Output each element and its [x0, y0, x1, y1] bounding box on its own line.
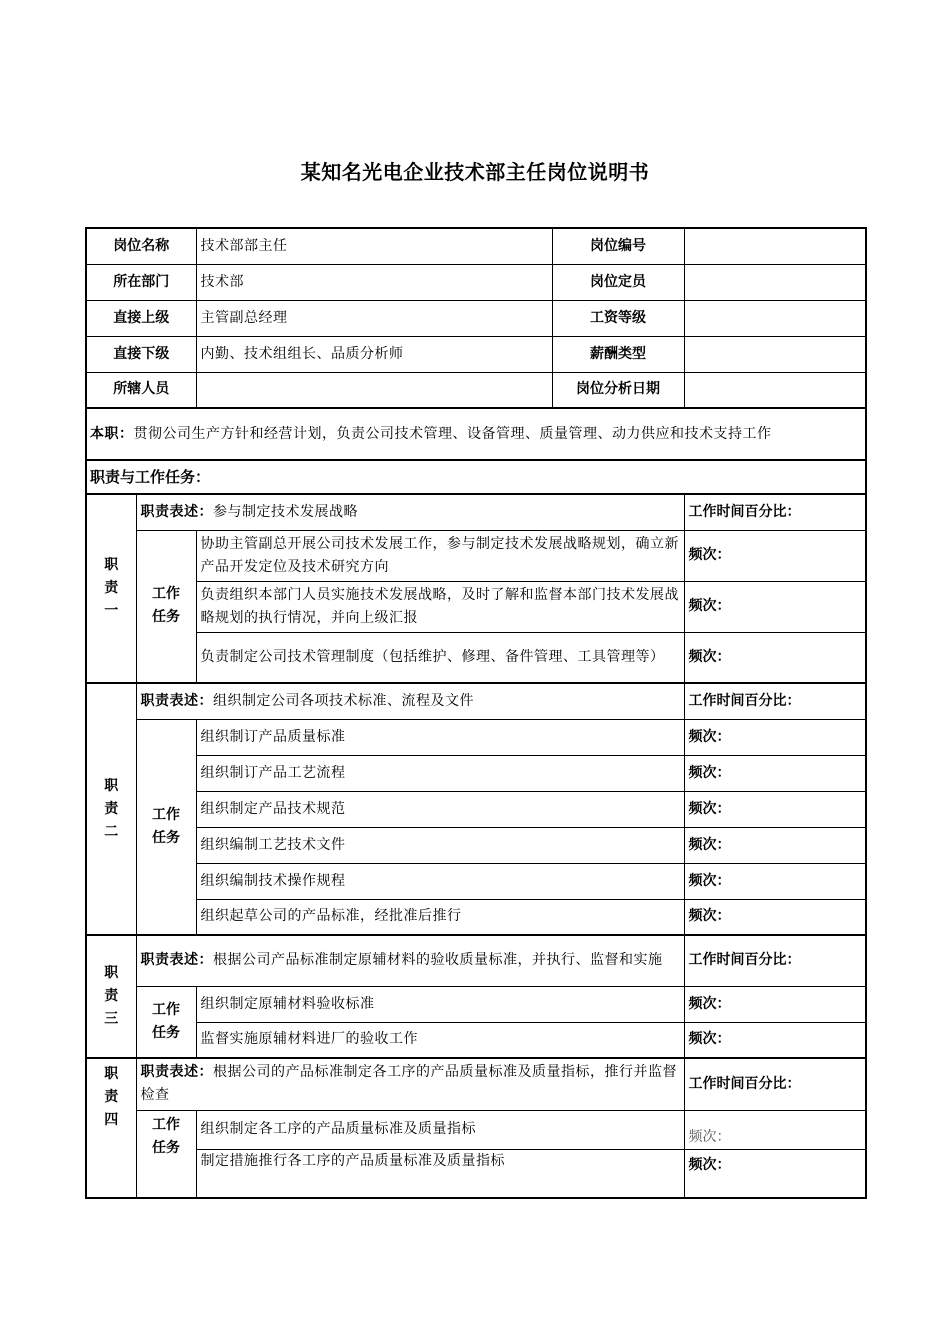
task-text: 制定措施推行各工序的产品质量标准及质量指标	[196, 1149, 684, 1198]
info-label: 直接下级	[86, 336, 196, 372]
info-value: 技术部部主任	[196, 228, 552, 264]
frequency-label: 频次：	[684, 863, 866, 899]
frequency-label: 频次：	[684, 1149, 866, 1198]
info-label: 岗位定员	[552, 264, 684, 300]
info-label: 岗位分析日期	[552, 372, 684, 408]
duty-desc: 职责表述：根据公司产品标准制定原辅材料的验收质量标准，并执行、监督和实施	[136, 935, 684, 986]
task-text: 组织编制工艺技术文件	[196, 827, 684, 863]
task-label: 工作 任务	[136, 719, 196, 935]
task-row	[86, 632, 866, 683]
frequency-label: 频次：	[684, 632, 866, 683]
task-text: 组织编制技术操作规程	[196, 863, 684, 899]
info-value	[684, 300, 866, 336]
info-label: 直接上级	[86, 300, 196, 336]
duty-name: 职 责 四	[86, 1058, 136, 1198]
task-text: 组织起草公司的产品标准，经批准后推行	[196, 899, 684, 935]
task-text: 组织制订产品质量标准	[196, 719, 684, 755]
duty-desc-row	[86, 935, 866, 986]
info-value: 内勤、技术组组长、品质分析师	[196, 336, 552, 372]
task-text: 组织制订产品工艺流程	[196, 755, 684, 791]
task-row	[86, 791, 866, 827]
frequency-label: 频次：	[684, 581, 866, 632]
duty-desc-row	[86, 1058, 866, 1110]
task-text: 负责制定公司技术管理制度（包括维护、修理、备件管理、工具管理等）	[196, 632, 684, 683]
task-row	[86, 863, 866, 899]
duty-desc: 职责表述：组织制定公司各项技术标准、流程及文件	[136, 683, 684, 719]
document-title: 某知名光电企业技术部主任岗位说明书	[300, 160, 650, 184]
frequency-label: 频次：	[684, 899, 866, 935]
info-value: 主管副总经理	[196, 300, 552, 336]
frequency-label: 频次：	[684, 986, 866, 1022]
info-label: 薪酬类型	[552, 336, 684, 372]
info-value	[684, 264, 866, 300]
duty-desc-row	[86, 683, 866, 719]
task-row	[86, 1022, 866, 1058]
summary-cell	[86, 408, 866, 460]
summary-text: 贯彻公司生产方针和经营计划，负责公司技术管理、设备管理、质量管理、动力供应和技术支持工作	[133, 426, 772, 442]
duty-desc: 职责表述：根据公司的产品标准制定各工序的产品质量标准及质量指标，推行并监督检查	[136, 1058, 684, 1110]
task-row	[86, 1110, 866, 1149]
summary-row	[86, 408, 866, 460]
task-label: 工作 任务	[136, 986, 196, 1058]
duty-desc-row	[86, 494, 866, 530]
info-row	[86, 228, 866, 264]
info-value	[684, 228, 866, 264]
duty-name: 职 责 一	[86, 494, 136, 683]
info-value	[684, 372, 866, 408]
task-row	[86, 581, 866, 632]
summary-label: 本职：	[90, 426, 134, 442]
task-text: 负责组织本部门人员实施技术发展战略，及时了解和监督本部门技术发展战略规划的执行情况，并向上级汇报	[196, 581, 684, 632]
task-row	[86, 719, 866, 755]
time-percent-label: 工作时间百分比：	[684, 935, 866, 986]
info-value	[684, 336, 866, 372]
duties-header: 职责与工作任务：	[86, 460, 866, 494]
job-description-table	[85, 227, 867, 1199]
frequency-label: 频次：	[684, 1110, 866, 1149]
info-value: 技术部	[196, 264, 552, 300]
frequency-label: 频次：	[684, 755, 866, 791]
info-label: 所在部门	[86, 264, 196, 300]
frequency-label: 频次：	[684, 719, 866, 755]
info-row	[86, 264, 866, 300]
info-row	[86, 336, 866, 372]
task-text: 组织制定产品技术规范	[196, 791, 684, 827]
task-label: 工作 任务	[136, 1110, 196, 1198]
task-row	[86, 1149, 866, 1198]
task-text: 组织制定各工序的产品质量标准及质量指标	[196, 1110, 684, 1149]
task-row	[86, 530, 866, 581]
info-label: 岗位名称	[86, 228, 196, 264]
duties-header-row	[86, 460, 866, 494]
frequency-label: 频次：	[684, 530, 866, 581]
task-text: 协助主管副总开展公司技术发展工作，参与制定技术发展战略规划，确立新产品开发定位及技术研究方向	[196, 530, 684, 581]
frequency-label: 频次：	[684, 827, 866, 863]
task-text: 监督实施原辅材料进厂的验收工作	[196, 1022, 684, 1058]
time-percent-label: 工作时间百分比：	[684, 1058, 866, 1110]
info-row	[86, 300, 866, 336]
frequency-label: 频次：	[684, 791, 866, 827]
duty-name: 职 责 三	[86, 935, 136, 1058]
info-label: 岗位编号	[552, 228, 684, 264]
task-row	[86, 827, 866, 863]
time-percent-label: 工作时间百分比：	[684, 494, 866, 530]
task-row	[86, 986, 866, 1022]
info-label: 所辖人员	[86, 372, 196, 408]
info-label: 工资等级	[552, 300, 684, 336]
info-value	[196, 372, 552, 408]
task-row	[86, 899, 866, 935]
task-label: 工作 任务	[136, 530, 196, 683]
task-text: 组织制定原辅材料验收标准	[196, 986, 684, 1022]
duty-name: 职 责 二	[86, 683, 136, 935]
info-row	[86, 372, 866, 408]
frequency-label: 频次：	[684, 1022, 866, 1058]
time-percent-label: 工作时间百分比：	[684, 683, 866, 719]
duty-desc: 职责表述：参与制定技术发展战略	[136, 494, 684, 530]
task-row	[86, 755, 866, 791]
